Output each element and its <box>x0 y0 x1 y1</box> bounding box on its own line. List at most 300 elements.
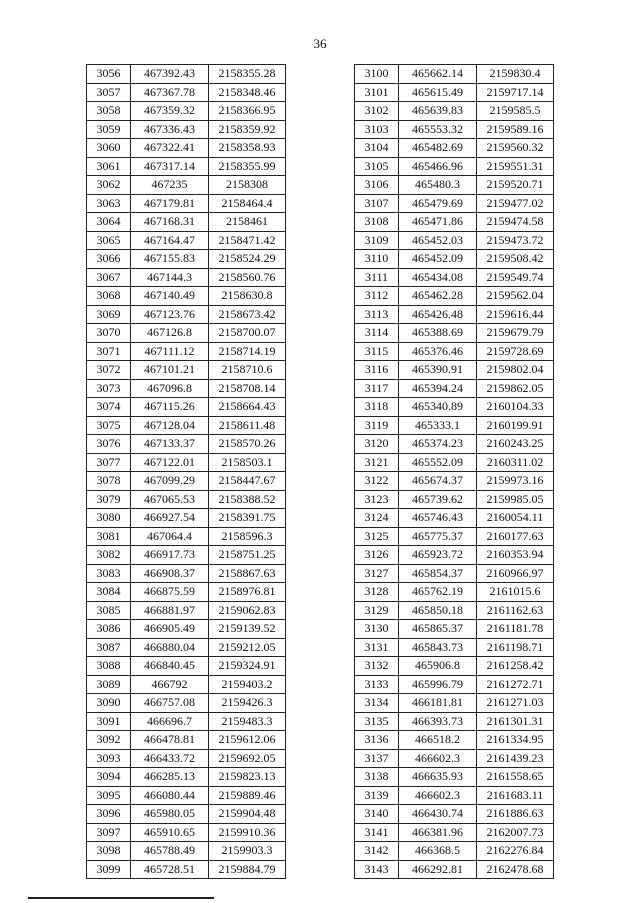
y-coordinate-cell: 2159903.3 <box>209 842 286 861</box>
x-coordinate-cell: 465639.83 <box>399 102 477 121</box>
table-row <box>87 546 286 565</box>
x-coordinate-cell: 466080.44 <box>131 786 209 805</box>
x-coordinate-cell: 466635.93 <box>399 768 477 787</box>
x-coordinate-cell: 467144.3 <box>131 268 209 287</box>
point-number-cell: 3110 <box>355 250 399 269</box>
y-coordinate-cell: 2159562.04 <box>477 287 554 306</box>
table-row <box>355 157 554 176</box>
y-coordinate-cell: 2159973.16 <box>477 472 554 491</box>
table-row <box>355 361 554 380</box>
table-row <box>87 860 286 879</box>
point-number-cell: 3132 <box>355 657 399 676</box>
y-coordinate-cell: 2158700.07 <box>209 324 286 343</box>
point-number-cell: 3127 <box>355 564 399 583</box>
table-row <box>355 842 554 861</box>
table-row <box>87 601 286 620</box>
point-number-cell: 3116 <box>355 361 399 380</box>
x-coordinate-cell: 467096.8 <box>131 379 209 398</box>
table-row <box>355 287 554 306</box>
table-row <box>87 731 286 750</box>
table-row <box>355 823 554 842</box>
y-coordinate-cell: 2159551.31 <box>477 157 554 176</box>
table-row <box>87 416 286 435</box>
table-row <box>87 287 286 306</box>
point-number-cell: 3114 <box>355 324 399 343</box>
y-coordinate-cell: 2159679.79 <box>477 324 554 343</box>
x-coordinate-cell: 465462.28 <box>399 287 477 306</box>
y-coordinate-cell: 2161683.11 <box>477 786 554 805</box>
x-coordinate-cell: 466881.97 <box>131 601 209 620</box>
y-coordinate-cell: 2158560.76 <box>209 268 286 287</box>
table-row <box>87 398 286 417</box>
coordinates-table-left <box>86 64 286 879</box>
table-row <box>87 842 286 861</box>
table-row <box>87 305 286 324</box>
y-coordinate-cell: 2159612.06 <box>209 731 286 750</box>
table-row <box>87 786 286 805</box>
table-row <box>355 601 554 620</box>
y-coordinate-cell: 2158348.46 <box>209 83 286 102</box>
table-row <box>87 361 286 380</box>
table-row <box>355 620 554 639</box>
y-coordinate-cell: 2159616.44 <box>477 305 554 324</box>
y-coordinate-cell: 2159717.14 <box>477 83 554 102</box>
point-number-cell: 3072 <box>87 361 131 380</box>
table-row <box>355 83 554 102</box>
point-number-cell: 3067 <box>87 268 131 287</box>
table-row <box>355 342 554 361</box>
x-coordinate-cell: 465775.37 <box>399 527 477 546</box>
x-coordinate-cell: 466292.81 <box>399 860 477 879</box>
point-number-cell: 3083 <box>87 564 131 583</box>
y-coordinate-cell: 2158611.48 <box>209 416 286 435</box>
point-number-cell: 3094 <box>87 768 131 787</box>
y-coordinate-cell: 2158673.42 <box>209 305 286 324</box>
table-row <box>355 268 554 287</box>
table-row <box>355 509 554 528</box>
y-coordinate-cell: 2159862.05 <box>477 379 554 398</box>
table-row <box>355 749 554 768</box>
x-coordinate-cell: 466285.13 <box>131 768 209 787</box>
point-number-cell: 3104 <box>355 139 399 158</box>
point-number-cell: 3093 <box>87 749 131 768</box>
point-number-cell: 3099 <box>87 860 131 879</box>
point-number-cell: 3068 <box>87 287 131 306</box>
point-number-cell: 3124 <box>355 509 399 528</box>
x-coordinate-cell: 467064.4 <box>131 527 209 546</box>
table-row <box>355 786 554 805</box>
x-coordinate-cell: 465452.03 <box>399 231 477 250</box>
point-number-cell: 3135 <box>355 712 399 731</box>
x-coordinate-cell: 465728.51 <box>131 860 209 879</box>
point-number-cell: 3138 <box>355 768 399 787</box>
x-coordinate-cell: 465674.37 <box>399 472 477 491</box>
table-row <box>355 250 554 269</box>
point-number-cell: 3060 <box>87 139 131 158</box>
x-coordinate-cell: 467128.04 <box>131 416 209 435</box>
table-row <box>87 453 286 472</box>
table-row <box>87 638 286 657</box>
y-coordinate-cell: 2159212.05 <box>209 638 286 657</box>
x-coordinate-cell: 465996.79 <box>399 675 477 694</box>
point-number-cell: 3087 <box>87 638 131 657</box>
x-coordinate-cell: 465376.46 <box>399 342 477 361</box>
x-coordinate-cell: 467101.21 <box>131 361 209 380</box>
y-coordinate-cell: 2158447.67 <box>209 472 286 491</box>
x-coordinate-cell: 465434.08 <box>399 268 477 287</box>
x-coordinate-cell: 465480.3 <box>399 176 477 195</box>
x-coordinate-cell: 466840.45 <box>131 657 209 676</box>
point-number-cell: 3119 <box>355 416 399 435</box>
point-number-cell: 3056 <box>87 65 131 84</box>
x-coordinate-cell: 465553.32 <box>399 120 477 139</box>
table-row <box>355 768 554 787</box>
x-coordinate-cell: 466880.04 <box>131 638 209 657</box>
table-row <box>355 176 554 195</box>
x-coordinate-cell: 467168.31 <box>131 213 209 232</box>
table-row <box>355 324 554 343</box>
point-number-cell: 3134 <box>355 694 399 713</box>
y-coordinate-cell: 2158388.52 <box>209 490 286 509</box>
table-row <box>87 231 286 250</box>
point-number-cell: 3058 <box>87 102 131 121</box>
x-coordinate-cell: 466757.08 <box>131 694 209 713</box>
x-coordinate-cell: 466792 <box>131 675 209 694</box>
x-coordinate-cell: 466875.59 <box>131 583 209 602</box>
table-row <box>355 583 554 602</box>
x-coordinate-cell: 465910.65 <box>131 823 209 842</box>
y-coordinate-cell: 2159426.3 <box>209 694 286 713</box>
y-coordinate-cell: 2158358.93 <box>209 139 286 158</box>
point-number-cell: 3100 <box>355 65 399 84</box>
table-row <box>87 490 286 509</box>
x-coordinate-cell: 465394.24 <box>399 379 477 398</box>
footer-rule <box>28 897 214 899</box>
table-row <box>355 139 554 158</box>
y-coordinate-cell: 2158355.99 <box>209 157 286 176</box>
x-coordinate-cell: 466917.73 <box>131 546 209 565</box>
point-number-cell: 3118 <box>355 398 399 417</box>
point-number-cell: 3129 <box>355 601 399 620</box>
table-row <box>355 120 554 139</box>
table-row <box>87 379 286 398</box>
table-row <box>87 509 286 528</box>
point-number-cell: 3107 <box>355 194 399 213</box>
table-row <box>87 620 286 639</box>
table-row <box>355 194 554 213</box>
y-coordinate-cell: 2158714.19 <box>209 342 286 361</box>
x-coordinate-cell: 465388.69 <box>399 324 477 343</box>
y-coordinate-cell: 2158308 <box>209 176 286 195</box>
point-number-cell: 3091 <box>87 712 131 731</box>
x-coordinate-cell: 467115.26 <box>131 398 209 417</box>
y-coordinate-cell: 2162007.73 <box>477 823 554 842</box>
point-number-cell: 3130 <box>355 620 399 639</box>
point-number-cell: 3101 <box>355 83 399 102</box>
x-coordinate-cell: 466478.81 <box>131 731 209 750</box>
y-coordinate-cell: 2159560.32 <box>477 139 554 158</box>
point-number-cell: 3061 <box>87 157 131 176</box>
x-coordinate-cell: 465762.19 <box>399 583 477 602</box>
point-number-cell: 3084 <box>87 583 131 602</box>
point-number-cell: 3108 <box>355 213 399 232</box>
table-row <box>87 157 286 176</box>
point-number-cell: 3088 <box>87 657 131 676</box>
point-number-cell: 3102 <box>355 102 399 121</box>
table-row <box>87 83 286 102</box>
table-row <box>87 527 286 546</box>
x-coordinate-cell: 467099.29 <box>131 472 209 491</box>
point-number-cell: 3125 <box>355 527 399 546</box>
table-row <box>87 675 286 694</box>
y-coordinate-cell: 2159884.79 <box>209 860 286 879</box>
y-coordinate-cell: 2158464.4 <box>209 194 286 213</box>
point-number-cell: 3126 <box>355 546 399 565</box>
x-coordinate-cell: 467179.81 <box>131 194 209 213</box>
y-coordinate-cell: 2158366.95 <box>209 102 286 121</box>
table-row <box>87 194 286 213</box>
y-coordinate-cell: 2160353.94 <box>477 546 554 565</box>
x-coordinate-cell: 467336.43 <box>131 120 209 139</box>
table-row <box>87 749 286 768</box>
table-row <box>355 564 554 583</box>
point-number-cell: 3096 <box>87 805 131 824</box>
x-coordinate-cell: 467122.01 <box>131 453 209 472</box>
y-coordinate-cell: 2160243.25 <box>477 435 554 454</box>
y-coordinate-cell: 2162478.68 <box>477 860 554 879</box>
point-number-cell: 3140 <box>355 805 399 824</box>
point-number-cell: 3079 <box>87 490 131 509</box>
y-coordinate-cell: 2159474.58 <box>477 213 554 232</box>
point-number-cell: 3109 <box>355 231 399 250</box>
x-coordinate-cell: 467164.47 <box>131 231 209 250</box>
y-coordinate-cell: 2161558.65 <box>477 768 554 787</box>
x-coordinate-cell: 465854.37 <box>399 564 477 583</box>
x-coordinate-cell: 465374.23 <box>399 435 477 454</box>
coordinates-table-right <box>354 64 554 879</box>
point-number-cell: 3141 <box>355 823 399 842</box>
y-coordinate-cell: 2159139.52 <box>209 620 286 639</box>
point-number-cell: 3089 <box>87 675 131 694</box>
x-coordinate-cell: 466518.2 <box>399 731 477 750</box>
table-row <box>87 564 286 583</box>
table-row <box>355 731 554 750</box>
point-number-cell: 3070 <box>87 324 131 343</box>
point-number-cell: 3098 <box>87 842 131 861</box>
x-coordinate-cell: 465340.89 <box>399 398 477 417</box>
x-coordinate-cell: 465615.49 <box>399 83 477 102</box>
x-coordinate-cell: 466368.5 <box>399 842 477 861</box>
point-number-cell: 3111 <box>355 268 399 287</box>
y-coordinate-cell: 2159062.83 <box>209 601 286 620</box>
y-coordinate-cell: 2158461 <box>209 213 286 232</box>
table-row <box>87 768 286 787</box>
point-number-cell: 3090 <box>87 694 131 713</box>
x-coordinate-cell: 467123.76 <box>131 305 209 324</box>
point-number-cell: 3085 <box>87 601 131 620</box>
y-coordinate-cell: 2161439.23 <box>477 749 554 768</box>
x-coordinate-cell: 466927.54 <box>131 509 209 528</box>
x-coordinate-cell: 465788.49 <box>131 842 209 861</box>
point-number-cell: 3078 <box>87 472 131 491</box>
table-row <box>87 120 286 139</box>
point-number-cell: 3120 <box>355 435 399 454</box>
point-number-cell: 3137 <box>355 749 399 768</box>
x-coordinate-cell: 465479.69 <box>399 194 477 213</box>
y-coordinate-cell: 2159692.05 <box>209 749 286 768</box>
y-coordinate-cell: 2159904.48 <box>209 805 286 824</box>
table-row <box>355 490 554 509</box>
point-number-cell: 3123 <box>355 490 399 509</box>
x-coordinate-cell: 465850.18 <box>399 601 477 620</box>
x-coordinate-cell: 467322.41 <box>131 139 209 158</box>
y-coordinate-cell: 2160054.11 <box>477 509 554 528</box>
point-number-cell: 3065 <box>87 231 131 250</box>
point-number-cell: 3066 <box>87 250 131 269</box>
x-coordinate-cell: 465452.09 <box>399 250 477 269</box>
point-number-cell: 3097 <box>87 823 131 842</box>
y-coordinate-cell: 2160966.97 <box>477 564 554 583</box>
y-coordinate-cell: 2161886.63 <box>477 805 554 824</box>
table-row <box>355 65 554 84</box>
table-row <box>355 435 554 454</box>
y-coordinate-cell: 2159483.3 <box>209 712 286 731</box>
y-coordinate-cell: 2159802.04 <box>477 361 554 380</box>
x-coordinate-cell: 465426.48 <box>399 305 477 324</box>
y-coordinate-cell: 2158596.3 <box>209 527 286 546</box>
point-number-cell: 3092 <box>87 731 131 750</box>
y-coordinate-cell: 2159473.72 <box>477 231 554 250</box>
point-number-cell: 3082 <box>87 546 131 565</box>
point-number-cell: 3131 <box>355 638 399 657</box>
point-number-cell: 3142 <box>355 842 399 861</box>
x-coordinate-cell: 465333.1 <box>399 416 477 435</box>
table-row <box>87 694 286 713</box>
y-coordinate-cell: 2161271.03 <box>477 694 554 713</box>
x-coordinate-cell: 466908.37 <box>131 564 209 583</box>
x-coordinate-cell: 467111.12 <box>131 342 209 361</box>
point-number-cell: 3136 <box>355 731 399 750</box>
y-coordinate-cell: 2159324.91 <box>209 657 286 676</box>
table-row <box>87 712 286 731</box>
y-coordinate-cell: 2158391.75 <box>209 509 286 528</box>
table-row <box>87 805 286 824</box>
point-number-cell: 3106 <box>355 176 399 195</box>
x-coordinate-cell: 467140.49 <box>131 287 209 306</box>
x-coordinate-cell: 465390.91 <box>399 361 477 380</box>
y-coordinate-cell: 2160311.02 <box>477 453 554 472</box>
y-coordinate-cell: 2158867.63 <box>209 564 286 583</box>
point-number-cell: 3112 <box>355 287 399 306</box>
point-number-cell: 3074 <box>87 398 131 417</box>
point-number-cell: 3075 <box>87 416 131 435</box>
point-number-cell: 3139 <box>355 786 399 805</box>
table-row <box>87 435 286 454</box>
table-row <box>355 472 554 491</box>
table-row <box>87 65 286 84</box>
y-coordinate-cell: 2158664.43 <box>209 398 286 417</box>
y-coordinate-cell: 2158708.14 <box>209 379 286 398</box>
page-number: 36 <box>313 36 327 51</box>
y-coordinate-cell: 2158355.28 <box>209 65 286 84</box>
table-row <box>87 583 286 602</box>
point-number-cell: 3077 <box>87 453 131 472</box>
table-row <box>87 268 286 287</box>
point-number-cell: 3064 <box>87 213 131 232</box>
x-coordinate-cell: 465552.09 <box>399 453 477 472</box>
point-number-cell: 3057 <box>87 83 131 102</box>
x-coordinate-cell: 466181.81 <box>399 694 477 713</box>
x-coordinate-cell: 467317.14 <box>131 157 209 176</box>
x-coordinate-cell: 467065.53 <box>131 490 209 509</box>
x-coordinate-cell: 467392.43 <box>131 65 209 84</box>
table-row <box>355 638 554 657</box>
y-coordinate-cell: 2158524.29 <box>209 250 286 269</box>
table-row <box>87 823 286 842</box>
y-coordinate-cell: 2160177.63 <box>477 527 554 546</box>
table-row <box>87 472 286 491</box>
x-coordinate-cell: 466381.96 <box>399 823 477 842</box>
x-coordinate-cell: 466602.3 <box>399 786 477 805</box>
y-coordinate-cell: 2159520.71 <box>477 176 554 195</box>
table-row <box>87 176 286 195</box>
x-coordinate-cell: 465923.72 <box>399 546 477 565</box>
x-coordinate-cell: 467367.78 <box>131 83 209 102</box>
table-row <box>355 453 554 472</box>
x-coordinate-cell: 466393.73 <box>399 712 477 731</box>
x-coordinate-cell: 465482.69 <box>399 139 477 158</box>
point-number-cell: 3115 <box>355 342 399 361</box>
x-coordinate-cell: 465746.43 <box>399 509 477 528</box>
x-coordinate-cell: 465466.96 <box>399 157 477 176</box>
point-number-cell: 3133 <box>355 675 399 694</box>
point-number-cell: 3113 <box>355 305 399 324</box>
y-coordinate-cell: 2159985.05 <box>477 490 554 509</box>
point-number-cell: 3105 <box>355 157 399 176</box>
table-row <box>355 675 554 694</box>
point-number-cell: 3086 <box>87 620 131 639</box>
table-row <box>355 657 554 676</box>
y-coordinate-cell: 2158976.81 <box>209 583 286 602</box>
x-coordinate-cell: 466430.74 <box>399 805 477 824</box>
x-coordinate-cell: 465739.62 <box>399 490 477 509</box>
point-number-cell: 3095 <box>87 786 131 805</box>
y-coordinate-cell: 2159830.4 <box>477 65 554 84</box>
y-coordinate-cell: 2161301.31 <box>477 712 554 731</box>
table-row <box>87 324 286 343</box>
table-row <box>355 694 554 713</box>
x-coordinate-cell: 467359.32 <box>131 102 209 121</box>
x-coordinate-cell: 467155.83 <box>131 250 209 269</box>
table-row <box>355 527 554 546</box>
x-coordinate-cell: 465865.37 <box>399 620 477 639</box>
x-coordinate-cell: 465471.86 <box>399 213 477 232</box>
point-number-cell: 3121 <box>355 453 399 472</box>
table-row <box>355 398 554 417</box>
y-coordinate-cell: 2159728.69 <box>477 342 554 361</box>
y-coordinate-cell: 2158751.25 <box>209 546 286 565</box>
point-number-cell: 3103 <box>355 120 399 139</box>
table-row <box>87 102 286 121</box>
point-number-cell: 3063 <box>87 194 131 213</box>
y-coordinate-cell: 2160104.33 <box>477 398 554 417</box>
x-coordinate-cell: 466433.72 <box>131 749 209 768</box>
point-number-cell: 3062 <box>87 176 131 195</box>
x-coordinate-cell: 466696.7 <box>131 712 209 731</box>
point-number-cell: 3071 <box>87 342 131 361</box>
y-coordinate-cell: 2161015.6 <box>477 583 554 602</box>
x-coordinate-cell: 467126.8 <box>131 324 209 343</box>
